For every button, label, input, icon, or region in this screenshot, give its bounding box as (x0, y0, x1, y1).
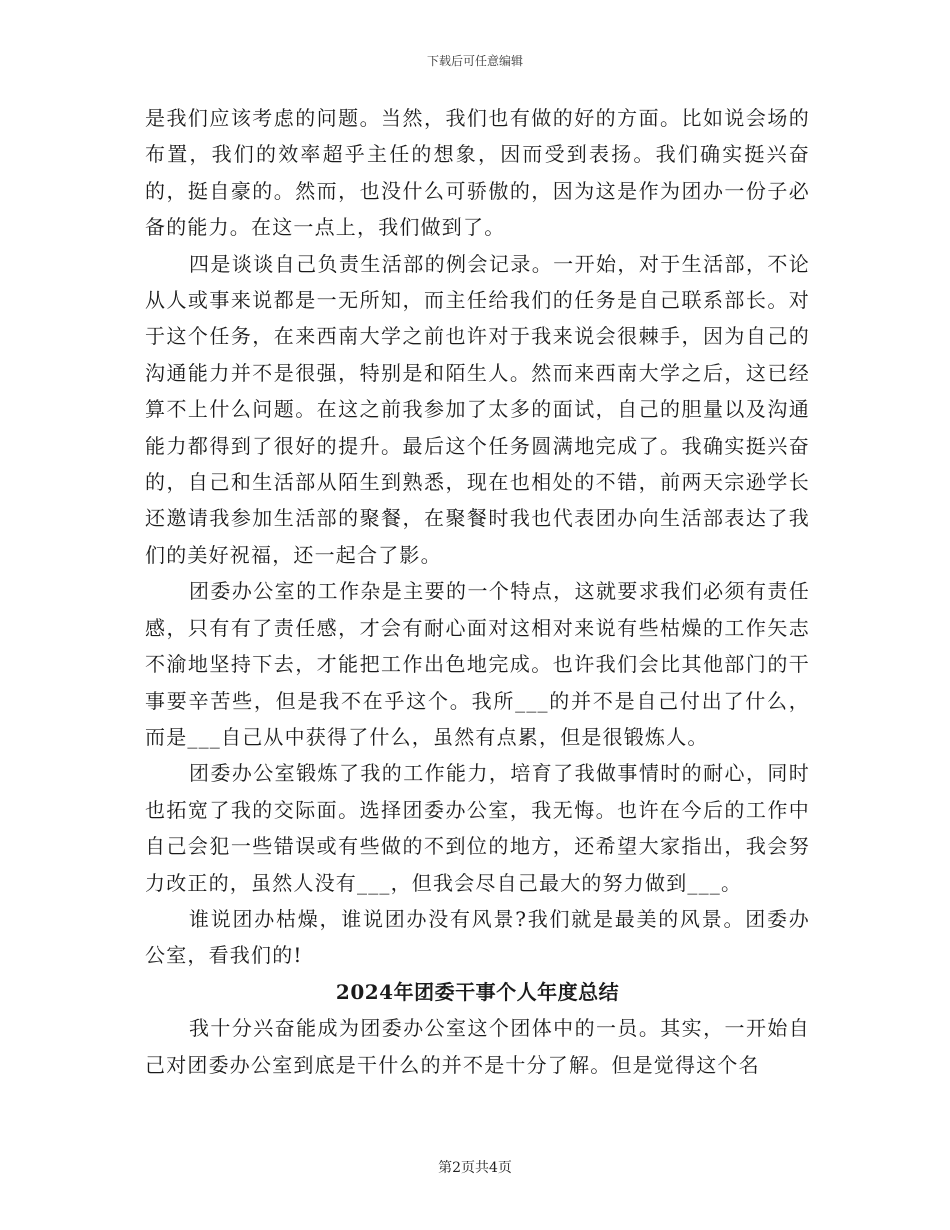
document-body (145, 100, 810, 1083)
paragraph: 团委办公室的工作杂是主要的一个特点，这就要求我们必须有责任感，只有有了责任感，才会有耐心面对这相对来说有些枯燥的工作矢志不渝地坚持下去，才能把工作出色地完成。也许我们会比其他部门的干事要辛苦些，但是我不在乎这个。我所___的并不是自己付出了什么，而是___自己从中获得了什么，虽然有点累，但是很锻炼人。 (145, 579, 810, 749)
paragraph: 四是谈谈自己负责生活部的例会记录。一开始，对于生活部，不论从人或事来说都是一无所知，而主任给我们的任务是自己联系部长。对于这个任务，在来西南大学之前也许对于我来说会很棘手，因为自己的沟通能力并不是很强，特别是和陌生人。然而来西南大学之后，这已经算不上什么问题。在这之前我参加了太多的面试，自己的胆量以及沟通能力都得到了很好的提升。最后这个任务圆满地完成了。我确实挺兴奋的，自己和生活部从陌生到熟悉，现在也相处的不错，前两天宗逊学长还邀请我参加生活部的聚餐，在聚餐时我也代表团办向生活部表达了我们的美好祝福，还一起合了影。 (145, 251, 810, 567)
page-header: 下载后可任意编辑 (426, 54, 523, 68)
section-title: 2024年团委干事个人年度总结 (335, 979, 620, 1004)
paragraph: 我十分兴奋能成为团委办公室这个团体中的一员。其实，一开始自己对团委办公室到底是干什么的并不是十分了解。但是觉得这个名 (145, 1016, 810, 1077)
paragraph: 谁说团办枯燥，谁说团办没有风景?我们就是最美的风景。团委办公室，看我们的! (145, 906, 810, 968)
paragraph: 是我们应该考虑的问题。当然，我们也有做的好的方面。比如说会场的布置，我们的效率超乎主任的想象，因而受到表扬。我们确实挺兴奋的，挺自豪的。然而，也没什么可骄傲的，因为这是作为团办一份子必备的能力。在这一点上，我们做到了。 (145, 106, 810, 240)
paragraph: 团委办公室锻炼了我的工作能力，培育了我做事情时的耐心，同时也拓宽了我的交际面。选择团委办公室，我无悔。也许在今后的工作中自己会犯一些错误或有些做的不到位的地方，还希望大家指出，我会努力改正的，虽然人没有___，但我会尽自己最大的努力做到___。 (145, 761, 810, 895)
page-footer: 第2页共4页 (438, 1160, 512, 1176)
